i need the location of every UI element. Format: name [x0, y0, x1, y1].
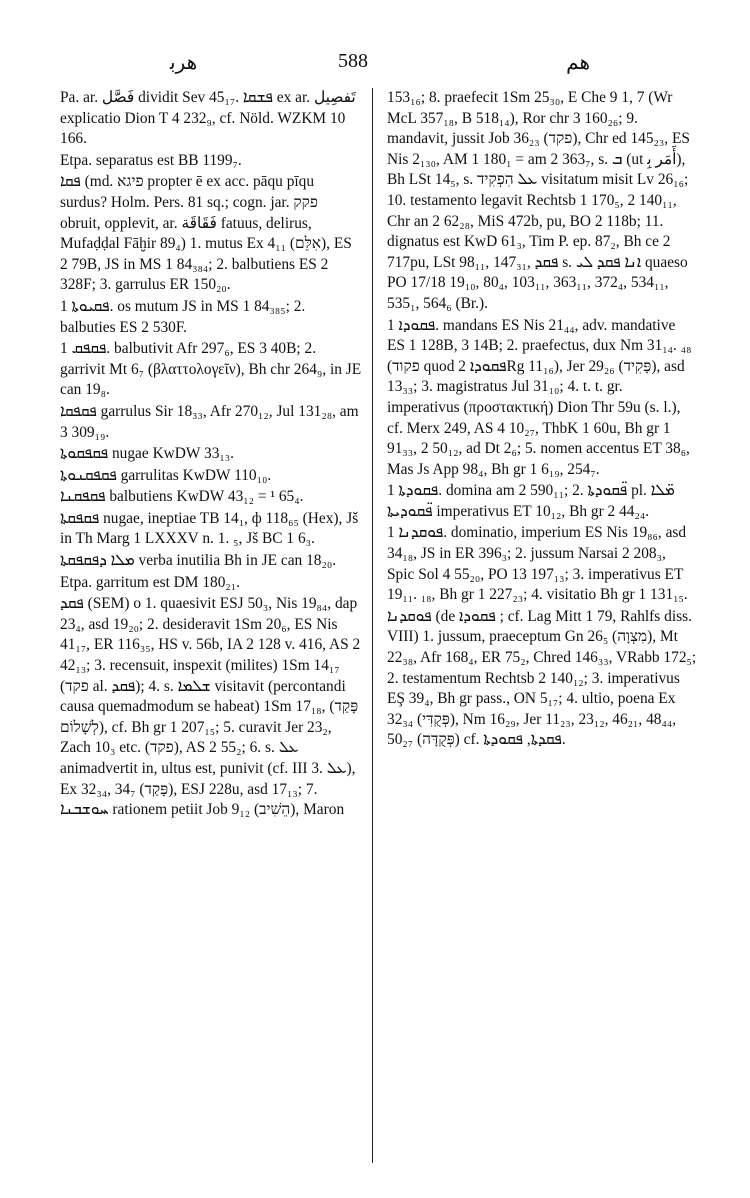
entry-garrulus: ܦܩܦܩܐ garrulus Sir 18₃₃, Afr 270₁₂, Jul 131₂₈, am 3 309₁₉.	[60, 402, 359, 441]
entry-domina: ܦܩܘܕܬܐ 1. domina am 2 590₁₁; 2. ܦ̈ܩܘܕܬܐ pl. ܡ̈ܠܐ ܦ̈ܩܘܕܝܬܐ imperativus ET 10₁₂, Bh gr 2 44₂₄.	[387, 482, 675, 520]
entry-pqd-quaesivit: ܦܩܕ (SEM) o 1. quaesivit ESJ 50₃, Nis 19₈₄, dap 23₄, asd 19₂₀; 2. desideravit 1Sm 20₆, ES Nis 41₁₇, ER 116₃₅, HS v. 56b, IA 2 128 v. 416, AS 2 42₁₃; 3. recensuit, inspexit (milites) 1Sm 14₁₇ (פקד al. ܦܩܕ); 4. s. ܫܠܡܐ visitavit (percontandi causa quemadmodum se habeat) 1Sm 17₁₈, (פָּקַד לְשָׁלוֹם), cf. Bh gr 1 207₁₅; 5. curavit Jer 23₂, Zach 10₃ etc. (פקד), AS 2 55₂; 6. s. ܥܠ animadvertit in, ultus est, punivit (cf. III 3. ܥܠ), Ex 32₃₄, 34₇ (פָּקַד), ESJ 228u, asd 17₁₃; 7. ܚܘܫܒܢܐ rationem petiit Job 9₁₂ (הֵשִׁיב), Maron	[60, 595, 361, 819]
page-header	[60, 50, 700, 74]
entry-verba-inutilia: ܡܠܐ ܕܦܩܦܩܬܐ verba inutilia Bh in JE can 18₂₀.	[60, 552, 337, 570]
entry-balbutiens: ܦܩܦܩܢܐ balbutiens KwDW 43₁₂ = ¹ 65₄.	[60, 488, 304, 506]
entry-balbutivit: ܦܩܦܩ 1. balbutivit Afr 297₆, ES 3 40B; 2. garrivit Mt 6₇ (βλαττολογεῖν), Bh chr 264₉, in JE can 19₈.	[60, 340, 362, 399]
entry-nugae-ineptiae: ܦܩܦܩܬܐ nugae, ineptiae TB 14₁, ф 118₆₅ (Hex), Jš in Th Marg 1 LXXXV n. 1. ₅, Jš BC 1 6₃.	[60, 509, 359, 548]
left-column	[60, 88, 362, 821]
entry-etpa-garritum: Etpa. garritum est DM 180₂₁.	[60, 573, 240, 591]
right-column	[387, 88, 697, 751]
entry-pqd-continued: 153₁₆; 8. praefecit 1Sm 25₃₀, E Che 9 1, 7 (Wr McL 357₁₈, B 518₁₄), Ror chr 3 160₂₆; 9. mandavit, jussit Job 36₂₃ (פקד), Chr ed 145₂₃, ES Nis 2₁₃₀, AM 1 180₁ = am 2 363₇, s. ܒ (ut ﺃَﻣَﺮ ﺑِ), Bh LSt 14₅, s. ܥܠ הִפְקִיד visitatum misit Lv 26₁₆; 10. testamento legavit Rechtsb 1 170₅, 2 140₁₁, Chr an 2 62₂₈, MiS 472b, pu, BO 2 118b; 11. dignatus est KwD 61₃, Tim P. ep. 87₂, Bh ce 2 717pu, LSt 98₁₁, 147₃₁, ܦܩܕ s. ܐܢܐ ܦܩܕ ܠܝ quaeso PO 17/18 19₁₀, 80₄, 103₁₁, 363₁₁, 372₄, 534₁₁, 535₁, 564₆ (Br.).	[387, 89, 690, 312]
entry-etpa-separatus: Etpa. separatus est BB 1199₇.	[60, 151, 242, 169]
column-divider	[372, 88, 373, 1163]
entry-garrulitas: ܦܩܦܩܢܘܬܐ garrulitas KwDW 110₁₀.	[60, 466, 272, 484]
entry-dominatio: ܦܘܩܕܢܐ 1. dominatio, imperium ES Nis 19₈₆, asd 34₁₈, JS in ER 396₃; 2. jussum Narsai 2 208₃, Spic Sol 4 55₂₀, PO 13 197₁₃; 3. imperativus ET 19₁₁. ₁₈, Bh gr 1 227₂₃; 4. visitatio Bh gr 1 131₁₅.	[387, 524, 688, 604]
entry-os-mutum: ܦܩܝܘܬܐ 1. os mutum JS in MS 1 84₃₈₅; 2. balbuties ES 2 530F.	[60, 297, 306, 336]
entry-mandans: ܦܩܘܕܐ 1. mandans ES Nis 21₄₄, adv. mandative ES 1 128B, 3 14B; 2. praefectus, dux Nm 31₁₄. ₄₈ (פקוד quod ܦܩܘܕܐ 2Rg 11₁₆), Jer 29₂₆ (פָּקִיד), asd 13₃₃; 3. magistratus Jul 31₁₀; 4. t. t. gr. imperativus (προστακτική) Dion Thr 59u (s. l.), cf. Merx 249, AS 4 10₂₇, ThbK 1 60u, Bh gr 1 91₃₃, 2 50₁₂, ad Dt 2₆; 5. nomen accentus ET 38₆, Mas Js App 98₄, Bh gr 1 6₁₉, 254₇.	[387, 316, 692, 478]
entry-nugae: ܦܩܦܩܘܬܐ nugae KwDW 33₁₃.	[60, 445, 234, 463]
entry-mutus: ܦܩܐ (md. פיגא propter ē ex acc. pāqu pīqu surdus? Holm. Pers. 81 sq.; cogn. jar. פקק obruit, opplevit, ar. ﻓَﻘَﺎﻗَﺔ fatuus, delirus, Mufaḍḍal Fāḫir 89₄) 1. mutus Ex 4₁₁ (אִלֵּם), ES 2 79B, JS in MS 1 84₃₈₄; 2. balbutiens ES 2 328F; 3. garrulus ER 150₂₀.	[60, 173, 352, 294]
entry-pa-ar: Pa. ar. ﻓَﺼَّﻞ dividit Sev 45₁₇. ܦܫܩܐ ex ar. ﺗَﻔﺼِﻴﻞ explicatio Dion T 4 232₉, cf. Nöld. WZKM 10 166.	[60, 89, 356, 148]
running-head-right: ﻫﻢ	[566, 52, 590, 74]
running-head-left: ﻫﺮﺑ	[170, 52, 198, 74]
page-number: 588	[338, 50, 368, 72]
entry-jussum: ܦܘܩܕܢܐ (de ܦܩܘܕܐ ; cf. Lag Mitt 1 79, Rahlfs diss. VIII) 1. jussum, praeceptum Gn 26₅ (מִצְוָה), Mt 22₃₈, Afr 168₄, ER 75₂, Chred 146₃₃, VRabb 172₅; 2. testamentum Rechtsb 2 140₁₂; 3. imperativus EŞ 39₄, Bh gr pass., ON 5₁₇; 4. ultio, poena Ex 32₃₄ (פְּקֻדִּי), Nm 16₂₉, Jer 11₂₃, 23₁₂, 46₂₁, 48₄₄, 50₂₇ (פְּקֻדָּה) cf. ܦܩܕܬܐ, ܦܩܘܕܬܐ.	[387, 607, 697, 749]
